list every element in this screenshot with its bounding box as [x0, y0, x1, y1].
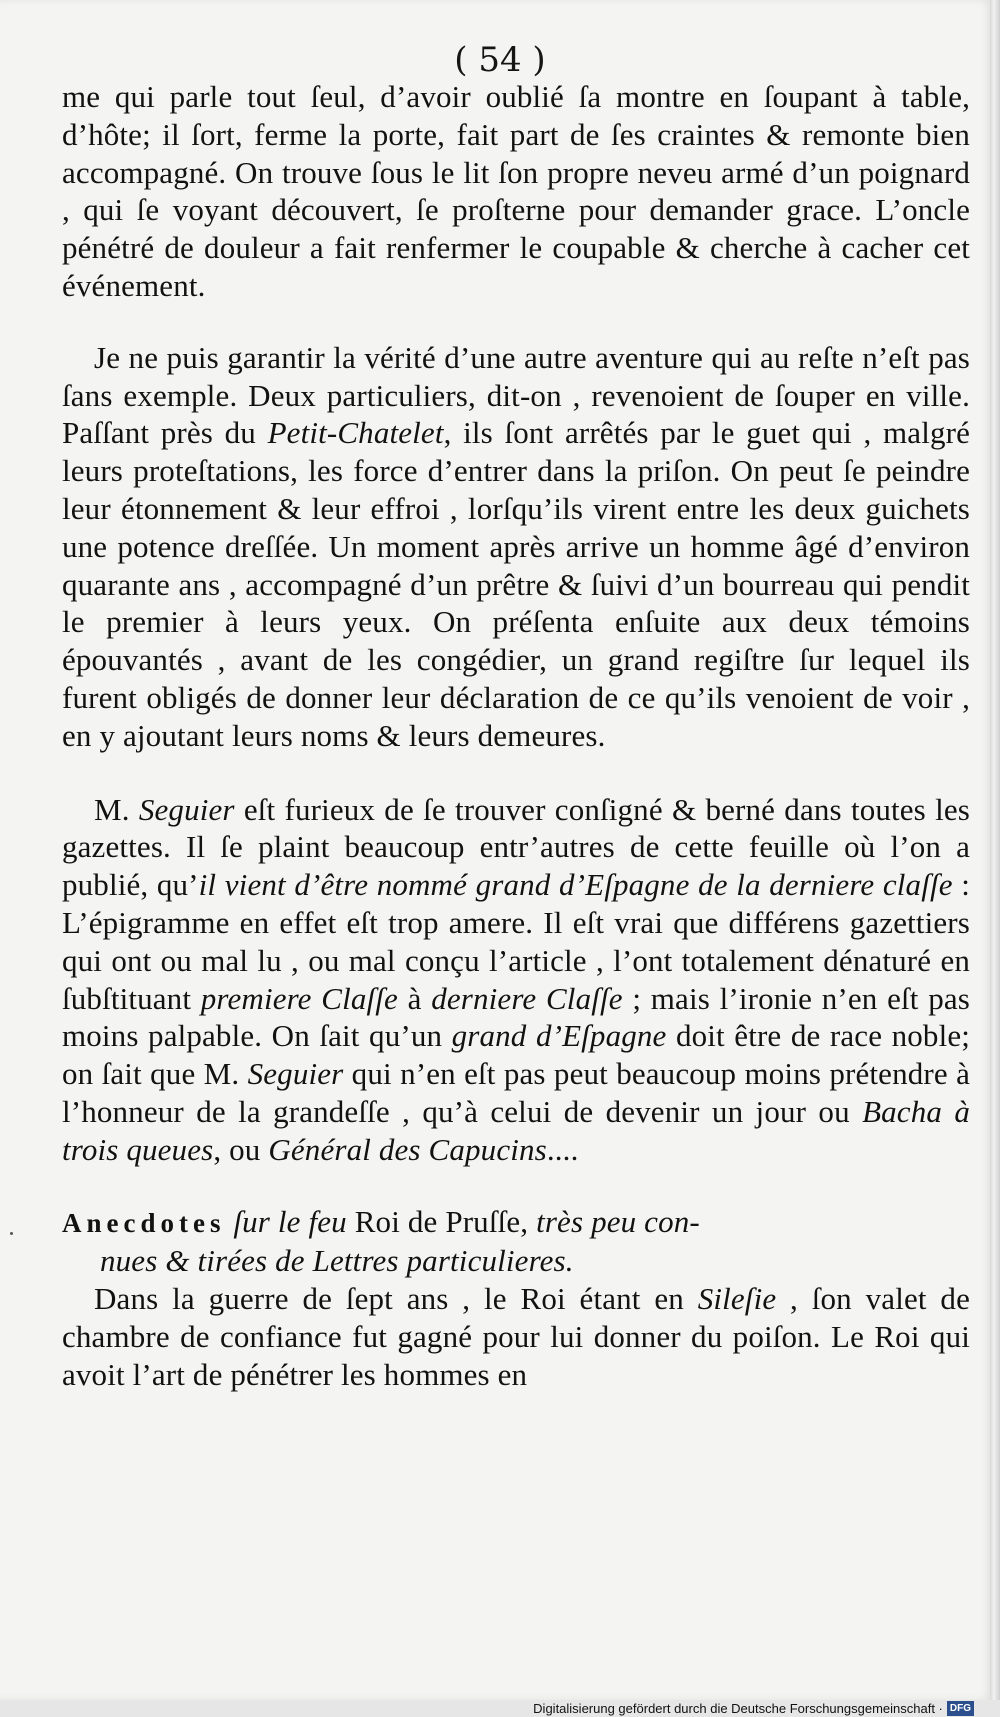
text-run: , ſon valet de chambre de confiance fut gagné pour lui donner du poiſon. Le Roi qui avoit l’art de pénétrer les hommes en: [62, 1281, 970, 1392]
heading-italic-1: ſur le feu: [233, 1203, 347, 1239]
italic-run: Petit-Chatelet: [267, 415, 444, 451]
footer-text: Digitalisierung gefördert durch die Deutsche Forschungsgemeinschaft ·: [533, 1700, 943, 1716]
text-run: me qui parle tout ſeul, d’avoir oublié ſa montre en ſoupant à table, d’hôte; il ſort, ferme la porte, fait part de ſes craintes & remonte bien accompagné. On trouve ſous le lit ſon propre neveu armé d’un poignard , qui ſe voyant découvert, ſe proſterne pour demander grace. L’oncle pénétré de douleur a fait renfermer le coupable & cherche à cacher cet événement.: [62, 79, 970, 303]
section-heading: [62, 1203, 970, 1281]
text-run: , ils ſont arrêtés par le guet qui , malgré leurs proteſtations, les force d’entrer dans la priſon. On peut ſe peindre leur étonnement & leur effroi , lorſqu’ils virent entre les deux guichets une potence dreſſée. Un moment après arrive un homme âgé d’environ quarante ans , accompagné d’un prêtre & ſuivi d’un bourreau qui pendit le premier à leurs yeux. On préſenta enſuite aux deux témoins épouvantés , avant de les congédier, un grand regiſtre ſur lequel ils furent obligés de donner leur déclaration de ce qu’ils venoient de voir , en y ajoutant leurs noms & leurs demeures.: [62, 415, 970, 753]
paragraph-2: [62, 339, 970, 755]
heading-line-2: nues & tirées de Lettres particulieres.: [100, 1243, 574, 1279]
paragraph-1: [62, 78, 970, 305]
text-run: qui n’en eſt pas peut beaucoup moins prétendre à l’honneur de la grandeſſe , qu’à celui de devenir un jour ou: [62, 1056, 970, 1129]
italic-run: Seguier: [247, 1056, 344, 1092]
text-run: , ou: [213, 1131, 269, 1167]
italic-run: grand d’Eſpagne: [451, 1018, 667, 1054]
page-number: ( 54 ): [454, 40, 546, 80]
text-run: Dans la guerre de ſept ans , le Roi étant en: [94, 1281, 698, 1317]
text-run: ....: [546, 1131, 579, 1167]
text-run: à: [397, 980, 432, 1016]
dfg-logo: DFG: [947, 1701, 974, 1716]
text-run: Je ne puis garantir la vérité d’une autre aventure qui au reſte n’eſt pas ſans exemple. Deux particuliers, dit-on , revenoient de ſouper en ville. Paſſant près du: [62, 339, 970, 451]
italic-run: derniere Claſſe: [431, 980, 623, 1016]
heading-plain: Roi de Pruſſe,: [354, 1203, 529, 1239]
italic-run: Bacha à trois queues: [62, 1093, 970, 1167]
paragraph-4-text: [62, 1281, 970, 1392]
text-run: doit être de race noble; on ſait que M.: [62, 1018, 971, 1092]
italic-run: premiere Claſſe: [200, 980, 398, 1016]
paragraph-3: [62, 791, 970, 1169]
italic-run: il vient d’être nommé grand d’Eſpagne de la derniere claſſe: [198, 867, 953, 903]
heading-caps: Anecdotes: [62, 1207, 226, 1238]
italic-run: Seguier: [138, 791, 235, 827]
italic-run: Sileſie: [697, 1281, 777, 1317]
text-run: eſt furieux de ſe trouver conſigné & berné dans toutes les gazettes. Il ſe plaint beaucoup entr’autres de cette feuille où l’on a publié, qu’: [62, 791, 971, 903]
text-run: ; mais l’ironie n’en eſt pas moins palpable. On ſait qu’un: [62, 980, 970, 1054]
digitization-footer: [533, 1699, 974, 1717]
italic-run: Général des Capucins: [268, 1131, 547, 1167]
heading-italic-2: très peu con-: [536, 1203, 700, 1239]
book-spine-edge: [990, 0, 1000, 1717]
margin-speck: [10, 1232, 13, 1235]
paragraph-4: [62, 1280, 970, 1393]
text-run: M.: [94, 791, 139, 827]
text-run: : L’épigramme en effet eſt trop amere. Il eſt vrai que différens gazettiers qui ont ou mal lu , ou mal conçu l’article , l’ont totalement dénaturé en ſubſtituant: [62, 867, 970, 1016]
body-text: [62, 78, 970, 1394]
